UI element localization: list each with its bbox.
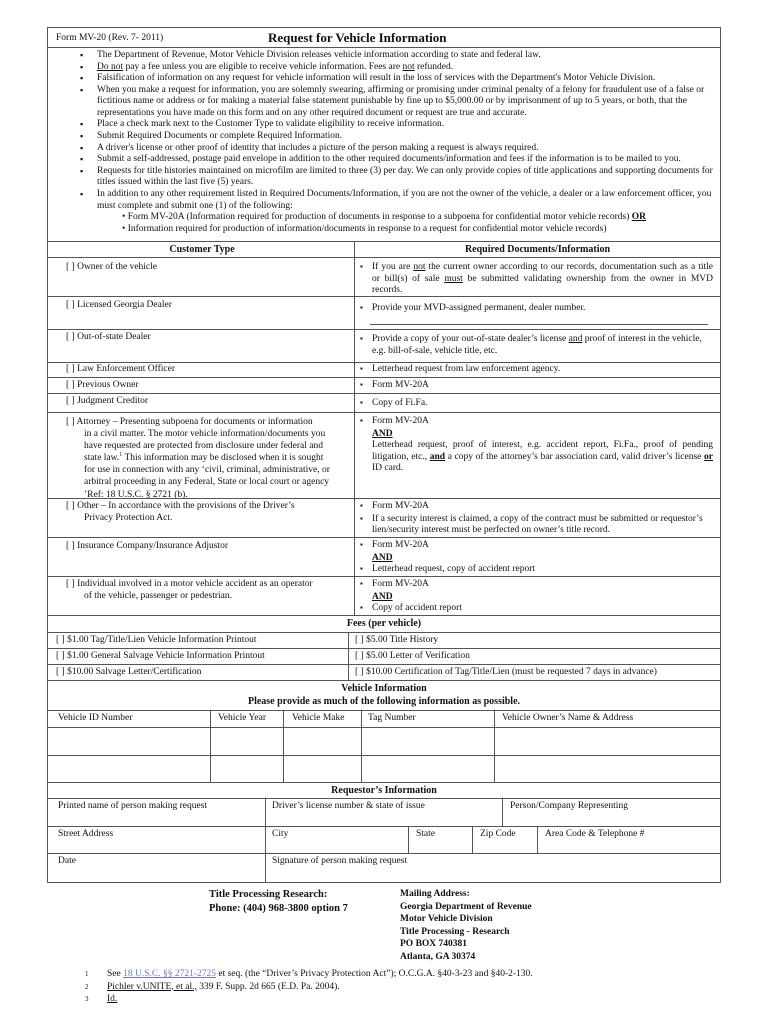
instruction-10: ▪ In addition to any other requirement listed in Required Documents/Information, if you are not the owner of the vehicle, a dealer or a law enforcement officer, you must complete and submit one (1) of the following:: [72, 189, 714, 212]
footnote-2: 2 Pichler v.UNITE, et al., 339 F. Supp. 2d 665 (E.D. Pa. 2004).: [85, 981, 340, 992]
instruction-8: ▪ Submit a self-addressed, postage paid envelope in addition to the other required documents/information and fees if the information is to be mailed to you.: [72, 154, 714, 166]
instruction-3: ▪ Falsification of information on any request for vehicle information will result in the loss of services with the Department's Motor Vehicle Division.: [72, 73, 714, 85]
footnotes: [85, 968, 533, 1006]
sub-instruction-a: • Form MV-20A (Information required for production of documents in response to a subpoena for confidential motor vehicle records) OR: [122, 212, 647, 223]
instruction-6: ▪ Submit Required Documents or complete Required Information.: [72, 131, 714, 143]
fee-certification[interactable]: [ ] $10.00 Certification of Tag/Title/Lien (must be requested 7 days in advance): [355, 667, 657, 677]
vehicle-info-subheader: Please provide as much of the following information as possible.: [247, 696, 521, 707]
required-docs-header: Required Documents/Information: [464, 244, 611, 255]
docs-attorney: ▪ Form MV-20A AND Letterhead request, proof of interest, e.g. accident report, Fi.Fa., proof of pending litigation, etc., and a copy of the attorney’s bar association card, valid driver’s license or ID card.: [358, 416, 713, 475]
customer-type-attorney[interactable]: [ ] Attorney – Presenting subpoena for documents or information in a civil matter. The motor vehicle information/documents you have requested are protected from disclosure under federal and state law.$^1$ This information may be disclosed when it is sought for use in connection with any ‘civil, criminal, administrative, or arbitral proceeding in any Federal, State or local court or agency ’Ref: 18 U.S.C. § 2721 (b).: [66, 417, 330, 500]
customer-type-accident[interactable]: [ ] Individual involved in a motor vehicle accident as an operator of the vehicle, passenger or pedestrian.: [66, 579, 313, 601]
field-date[interactable]: Date: [58, 856, 76, 866]
instruction-1: ▪ The Department of Revenue, Motor Vehicle Division releases vehicle information according to state and federal law.: [72, 50, 714, 62]
field-state[interactable]: State: [416, 829, 435, 839]
field-printed-name[interactable]: Printed name of person making request: [58, 801, 208, 811]
field-company[interactable]: Person/Company Representing: [510, 801, 628, 811]
col-tag-number: Tag Number: [368, 713, 416, 723]
docs-insurance: ▪ Form MV-20A AND ▪ Letterhead request, copy of accident report: [358, 540, 713, 577]
footnote-3: 3 Id.: [85, 994, 118, 1005]
dealer-number-line[interactable]: [370, 324, 708, 325]
instruction-9: ▪ Requests for title histories maintained on microfilm are limited to three (3) per day. We can only provide copies of title applications and supporting documents for titles issued within the last five (5) years.: [72, 166, 714, 189]
research-title: Title Processing Research:: [209, 889, 328, 900]
docs-law-enforcement: ▪ Letterhead request from law enforcement agency.: [358, 364, 713, 377]
field-street-address[interactable]: Street Address: [58, 829, 114, 839]
requestor-header: Requestor’s Information: [331, 785, 437, 796]
customer-type-law-enforcement[interactable]: [ ] Law Enforcement Officer: [66, 364, 176, 374]
customer-type-judgment-creditor[interactable]: [ ] Judgment Creditor: [66, 396, 149, 406]
customer-type-insurance[interactable]: [ ] Insurance Company/Insurance Adjustor: [66, 541, 228, 551]
instruction-2: ▪ Do not pay a fee unless you are eligible to receive vehicle information. Fees are not refunded.: [72, 62, 714, 74]
customer-type-previous-owner[interactable]: [ ] Previous Owner: [66, 380, 139, 390]
vehicle-info-header: Vehicle Information: [341, 683, 427, 694]
mailing-address: Mailing Address: Georgia Department of Revenue Motor Vehicle Division Title Processing - Research PO BOX 740381 Atlanta, GA 30374: [400, 889, 532, 962]
field-phone[interactable]: Area Code & Telephone #: [545, 829, 645, 839]
fee-tag-title-lien[interactable]: [ ] $1.00 Tag/Title/Lien Vehicle Information Printout: [56, 635, 257, 645]
customer-type-ga-dealer[interactable]: [ ] Licensed Georgia Dealer: [66, 300, 172, 310]
mailing-label: Mailing Address:: [400, 889, 470, 899]
fee-salvage-letter[interactable]: [ ] $10.00 Salvage Letter/Certification: [56, 667, 202, 677]
instruction-5: ▪ Place a check mark next to the Customer Type to validate eligibility to receive information.: [72, 119, 714, 131]
customer-type-oos-dealer[interactable]: [ ] Out-of-state Dealer: [66, 332, 151, 342]
field-signature[interactable]: Signature of person making request: [272, 856, 408, 866]
customer-type-other[interactable]: [ ] Other – In accordance with the provisions of the Driver’s Privacy Protection Act.: [66, 501, 295, 523]
docs-other: ▪ Form MV-20A ▪ If a security interest is claimed, a copy of the contract must be submitted or requestor’s lien/security interest must be perfected on owner’s title record.: [358, 501, 713, 538]
col-vehicle-year: Vehicle Year: [218, 713, 267, 723]
field-drivers-license[interactable]: Driver’s license number & state of issue: [272, 801, 425, 811]
docs-owner: ▪ If you are not the current owner according to our records, documentation such as a title or bill(s) of sale must be submitted validating ownership from the owner in MVD records.: [358, 262, 713, 298]
fees-header: Fees (per vehicle): [346, 618, 422, 629]
sub-instruction-b: • Information required for production of information/documents in response to a request for confidential motor vehicle records): [122, 223, 607, 234]
field-zip[interactable]: Zip Code: [480, 829, 516, 839]
docs-oos-dealer: ▪ Provide a copy of your out-of-state dealer’s license and proof of interest in the vehicle, e.g. bill-of-sale, vehicle title, etc.: [358, 334, 713, 358]
docs-judgment-creditor: ▪ Copy of Fi.Fa.: [358, 398, 713, 411]
form-id: Form MV-20 (Rev. 7- 2011): [56, 33, 164, 43]
col-owner-name: Vehicle Owner’s Name & Address: [502, 713, 634, 723]
fee-title-history[interactable]: [ ] $5.00 Title History: [355, 635, 439, 645]
instruction-4: ▪ When you make a request for information, you are solemnly swearing, affirming or promising under criminal penalty of a felony for fraudulent use of a false or fictitious name or address or for making a material false statement punishable by fine up to $5,000.00 or by imprisonment of up to 5 years, or both, that the representations you have made on this form and on any other required document or request are true and accurate.: [72, 85, 714, 120]
customer-type-owner[interactable]: [ ] Owner of the vehicle: [66, 262, 158, 272]
field-city[interactable]: City: [272, 829, 289, 839]
instructions: [72, 50, 714, 235]
fee-general-salvage[interactable]: [ ] $1.00 General Salvage Vehicle Information Printout: [56, 651, 265, 661]
divider: [47, 47, 721, 48]
instruction-7: ▪ A driver's license or other proof of identity that includes a picture of the person making a request is always required.: [72, 143, 714, 155]
col-vehicle-make: Vehicle Make: [292, 713, 345, 723]
footnote-1: 1 See 18 U.S.C. §§ 2721-2725 et seq. (the “Driver’s Privacy Protection Act”); O.C.G.A. §40-3-23 and §40-2-130.: [85, 969, 533, 979]
fee-letter-verification[interactable]: [ ] $5.00 Letter of Verification: [355, 651, 470, 661]
page-title: Request for Vehicle Information: [268, 30, 447, 45]
footnote-link[interactable]: 18 U.S.C. §§ 2721-2725: [123, 969, 216, 979]
research-phone: Phone: (404) 968-3800 option 7: [209, 903, 348, 914]
col-vehicle-id: Vehicle ID Number: [58, 713, 133, 723]
docs-previous-owner: ▪ Form MV-20A: [358, 380, 713, 393]
docs-accident: ▪ Form MV-20A AND ▪ Copy of accident report: [358, 579, 713, 616]
docs-ga-dealer: ▪ Provide your MVD-assigned permanent, dealer number.: [358, 303, 713, 316]
customer-type-header: Customer Type: [169, 244, 235, 255]
